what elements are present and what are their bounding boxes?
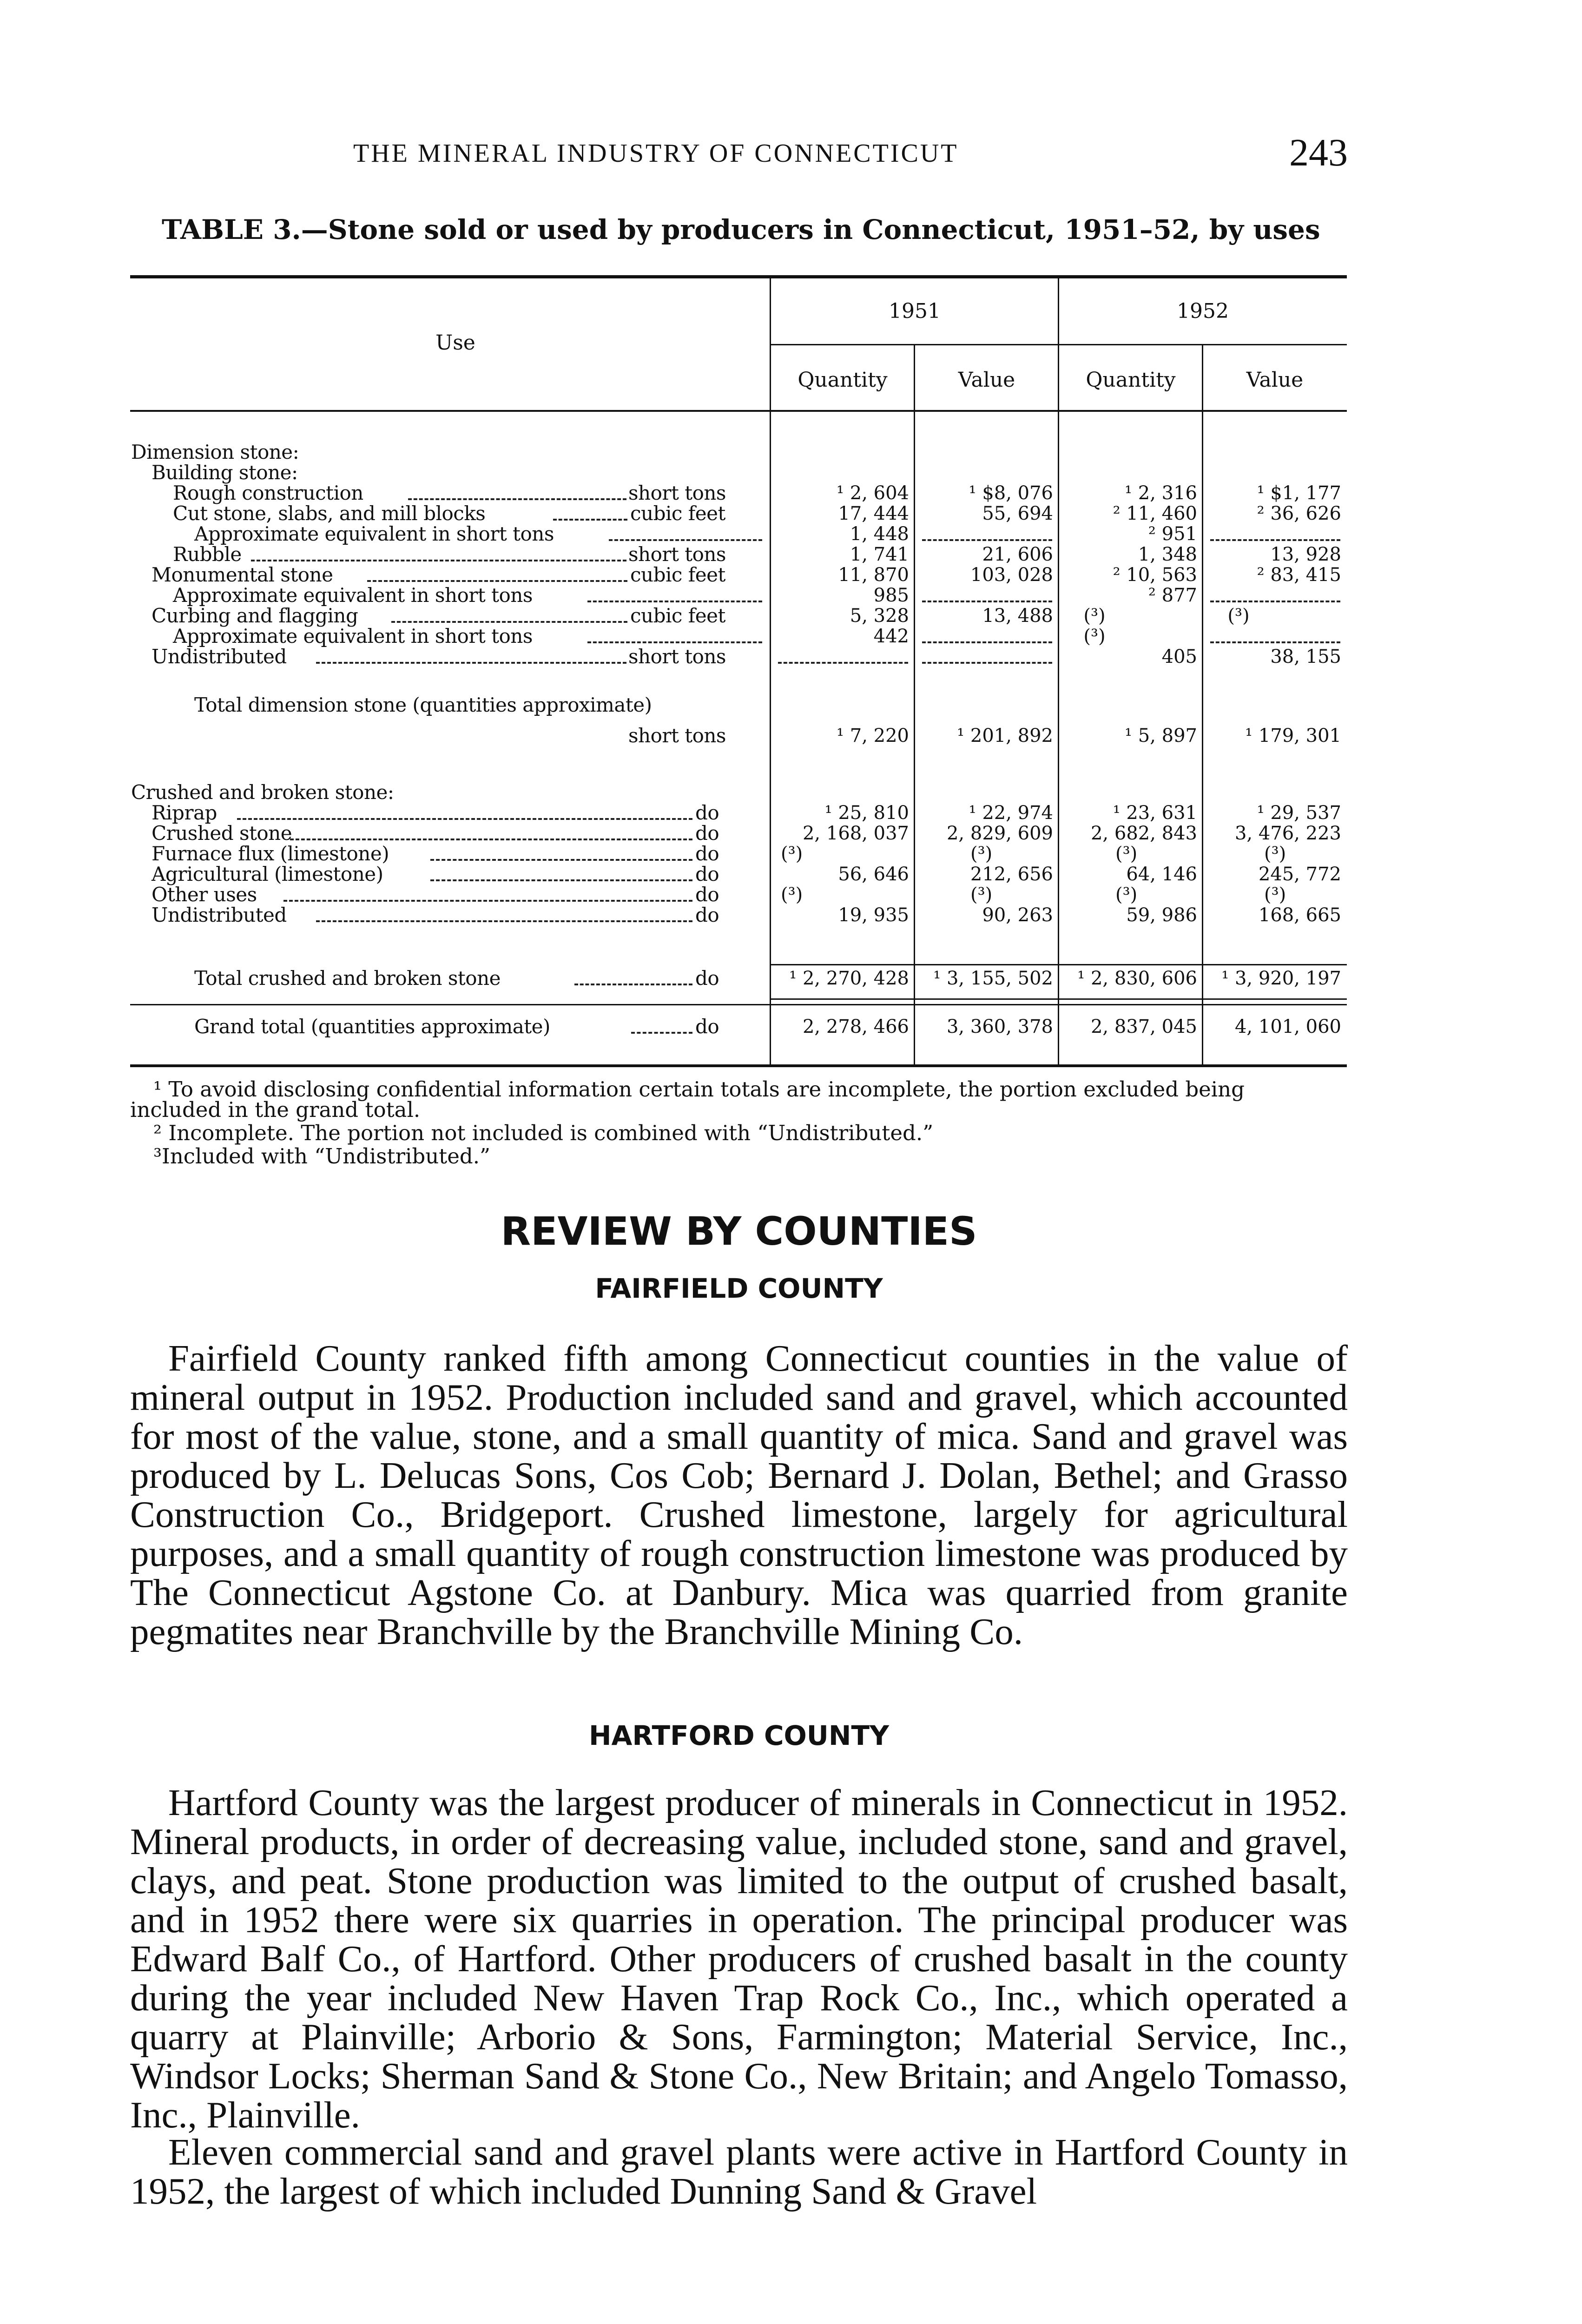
dash-placeholder xyxy=(1210,641,1340,643)
row-label: Rough construction xyxy=(173,482,363,504)
cell-v1952: ² 36, 626 xyxy=(1257,503,1341,524)
table-caption: TABLE 3.—Stone sold or used by producers in Connecticut, 1951–52, by uses xyxy=(162,214,1320,245)
row-unit: do xyxy=(695,904,719,926)
dash-placeholder xyxy=(778,662,908,664)
cell-q1951: ¹ 2, 604 xyxy=(837,482,909,504)
row-label: Undistributed xyxy=(152,904,287,926)
row-unit: do xyxy=(695,1015,719,1038)
cell-v1952: (³) xyxy=(1264,843,1286,865)
cell-q1952: ² 951 xyxy=(1148,523,1197,545)
header-value-1951: Value xyxy=(958,368,1015,392)
leader-dots xyxy=(587,641,762,643)
cell-v1951: 212, 656 xyxy=(970,864,1053,885)
cell-v1951: 13, 488 xyxy=(982,605,1053,627)
dash-placeholder xyxy=(922,539,1052,541)
stone-table xyxy=(0,0,1582,1046)
cell-q1952: ² 10, 563 xyxy=(1113,564,1197,586)
section-building-stone: Building stone: xyxy=(152,461,298,484)
leader-dots xyxy=(631,1032,692,1034)
cell-v1951: 2, 829, 609 xyxy=(946,823,1053,844)
cell-q1952: 59, 986 xyxy=(1126,905,1197,926)
cell-v1951: ¹ 3, 155, 502 xyxy=(933,968,1053,989)
page-number: 243 xyxy=(1289,131,1348,174)
row-label: Monumental stone xyxy=(152,563,333,586)
row-unit: do xyxy=(695,863,719,885)
cell-q1951: 19, 935 xyxy=(838,905,909,926)
row-unit: short tons xyxy=(628,645,726,668)
header-year-1951: 1951 xyxy=(889,299,941,323)
header-value-1952: Value xyxy=(1246,368,1304,392)
row-label: Crushed stone xyxy=(152,822,292,845)
header-quantity-1952: Quantity xyxy=(1086,368,1176,392)
header-use: Use xyxy=(435,331,475,355)
cell-q1951: 442 xyxy=(873,626,909,647)
cell-q1951: ¹ 2, 270, 428 xyxy=(789,968,909,989)
cell-v1952: (³) xyxy=(1227,605,1250,627)
leader-dots xyxy=(587,601,762,602)
cell-q1951: 985 xyxy=(873,585,909,606)
row-label: Rubble xyxy=(173,543,242,566)
row-unit: do xyxy=(695,842,719,865)
cell-v1951: 103, 028 xyxy=(970,564,1053,586)
leader-dots xyxy=(237,818,692,820)
cell-v1952: (³) xyxy=(1264,884,1286,905)
section-crushed-stone: Crushed and broken stone: xyxy=(131,781,394,804)
cell-v1952: ¹ $1, 177 xyxy=(1257,482,1341,504)
cell-q1952: ¹ 2, 316 xyxy=(1125,482,1197,504)
row-unit: do xyxy=(695,883,719,906)
row-unit: do xyxy=(695,967,719,990)
cell-q1951: 11, 870 xyxy=(838,564,909,586)
dash-placeholder xyxy=(1210,539,1340,541)
header-bottom-rule xyxy=(130,410,1347,412)
cell-q1951: 5, 328 xyxy=(850,605,909,627)
leader-dots xyxy=(367,580,627,582)
cell-q1952: 405 xyxy=(1161,646,1197,667)
cell-q1951: 2, 278, 466 xyxy=(802,1016,909,1037)
cell-v1951: (³) xyxy=(970,843,993,865)
cell-q1951: ¹ 7, 220 xyxy=(837,725,909,746)
cell-q1952: (³) xyxy=(1115,843,1138,865)
row-label: Cut stone, slabs, and mill blocks xyxy=(173,502,486,525)
hartford-paragraph-2: Eleven commercial sand and gravel plants were active in Hartford County in 1952, the largest of which included Dunning Sand & Gravel xyxy=(130,2131,1348,2212)
cell-v1951: ¹ 22, 974 xyxy=(969,802,1053,824)
leader-dots xyxy=(430,879,692,881)
cell-v1952: 168, 665 xyxy=(1258,905,1341,926)
grand-total-rule xyxy=(130,1004,1347,1005)
row-unit: do xyxy=(695,822,719,845)
row-unit: short tons xyxy=(628,543,726,566)
hartford-heading: HARTFORD COUNTY xyxy=(588,1720,890,1751)
cell-v1952: 4, 101, 060 xyxy=(1234,1016,1341,1037)
cell-q1951: (³) xyxy=(781,843,803,865)
running-title: THE MINERAL INDUSTRY OF CONNECTICUT xyxy=(353,139,959,168)
cell-q1951: (³) xyxy=(781,884,803,905)
col-divider-year xyxy=(1058,277,1059,1064)
cell-v1952: 38, 155 xyxy=(1270,646,1341,667)
row-label: Curbing and flagging xyxy=(152,604,358,627)
leader-dots xyxy=(553,519,627,521)
total-crushed-label: Total crushed and broken stone xyxy=(194,967,501,990)
footnote-3: ³Included with “Undistributed.” xyxy=(153,1144,491,1169)
row-label: Furnace flux (limestone) xyxy=(152,842,389,865)
leader-dots xyxy=(574,984,692,985)
cell-v1952: ¹ 179, 301 xyxy=(1245,725,1341,746)
dash-placeholder xyxy=(922,641,1052,643)
cell-v1952: ² 83, 415 xyxy=(1257,564,1341,586)
leader-dots xyxy=(408,498,626,500)
cell-q1951: 1, 741 xyxy=(850,544,909,565)
header-year-1952: 1952 xyxy=(1177,299,1229,323)
row-label: Other uses xyxy=(152,883,257,906)
dash-placeholder xyxy=(922,662,1052,664)
fairfield-heading: FAIRFIELD COUNTY xyxy=(595,1273,883,1304)
total-dimension-unit: short tons xyxy=(628,724,726,747)
row-label: Approximate equivalent in short tons xyxy=(173,625,533,647)
cell-v1951: 3, 360, 378 xyxy=(946,1016,1053,1037)
cell-q1952: ² 11, 460 xyxy=(1113,503,1197,524)
row-unit: cubic feet xyxy=(630,604,725,627)
col-divider-q2 xyxy=(1202,345,1203,1064)
footnote-1: ¹ To avoid disclosing confidential information certain totals are incomplete, the portion excluded being xyxy=(153,1077,1245,1102)
table-bottom-rule xyxy=(130,1064,1347,1067)
col-divider-use xyxy=(770,277,771,1064)
fairfield-paragraph: Fairfield County ranked fifth among Connecticut counties in the value of mineral output in 1952. Production included sand and gravel, which accounted for most of the value, stone, and a small quantity of mica. Sand and gravel was produced by L. Delucas Sons, Cos Cob; Bernard J. Dolan, Bethel; and Grasso Construction Co., Bridgeport. Crushed limestone, largely for agricultural purposes, and a small quantity of rough construction limestone was produced by The Connecticut Agstone Co. at Danbury. Mica was quarried from granite pegmatites near Branchville by the Branchville Mining Co. xyxy=(130,1337,1348,1652)
cell-q1951: 17, 444 xyxy=(838,503,909,524)
cell-v1951: 55, 694 xyxy=(982,503,1053,524)
cell-v1952: 245, 772 xyxy=(1258,864,1341,885)
total-dimension-label: Total dimension stone (quantities approximate) xyxy=(194,693,652,716)
cell-q1952: 1, 348 xyxy=(1138,544,1197,565)
cell-q1952: 2, 682, 843 xyxy=(1090,823,1197,844)
row-unit: short tons xyxy=(628,482,726,504)
col-divider-q1 xyxy=(914,345,915,1064)
row-unit: cubic feet xyxy=(630,502,725,525)
cell-v1951: 90, 263 xyxy=(982,905,1053,926)
cell-q1952: 2, 837, 045 xyxy=(1090,1016,1197,1037)
cell-v1951: ¹ 201, 892 xyxy=(957,725,1053,746)
header-quantity-1951: Quantity xyxy=(798,368,888,392)
cell-v1951: ¹ $8, 076 xyxy=(969,482,1053,504)
section-dimension-stone: Dimension stone: xyxy=(131,441,299,463)
leader-dots xyxy=(251,560,626,561)
cell-q1952: (³) xyxy=(1083,626,1106,647)
cell-v1952: ¹ 3, 920, 197 xyxy=(1221,968,1341,989)
cell-q1952: ¹ 23, 631 xyxy=(1113,802,1197,824)
cell-v1951: (³) xyxy=(970,884,993,905)
cell-q1951: 1, 448 xyxy=(850,523,909,545)
leader-dots xyxy=(290,838,692,840)
row-label: Approximate equivalent in short tons xyxy=(194,522,554,545)
cell-q1952: (³) xyxy=(1115,884,1138,905)
cell-q1951: ¹ 25, 810 xyxy=(824,802,909,824)
row-unit: do xyxy=(695,801,719,824)
footnote-2: ² Incomplete. The portion not included is combined with “Undistributed.” xyxy=(153,1121,934,1145)
row-label: Undistributed xyxy=(152,645,287,668)
cell-q1952: ² 877 xyxy=(1148,585,1197,606)
dash-placeholder xyxy=(1210,601,1340,602)
leader-dots xyxy=(316,662,626,664)
cell-q1951: 56, 646 xyxy=(838,864,909,885)
leader-dots xyxy=(316,920,692,922)
row-label: Approximate equivalent in short tons xyxy=(173,584,533,607)
leader-dots xyxy=(609,539,762,541)
cell-v1952: 3, 476, 223 xyxy=(1234,823,1341,844)
row-unit: cubic feet xyxy=(630,563,725,586)
cell-q1952: ¹ 2, 830, 606 xyxy=(1077,968,1197,989)
leader-dots xyxy=(430,859,692,861)
leader-dots xyxy=(391,621,627,623)
cell-v1952: 13, 928 xyxy=(1270,544,1341,565)
cell-q1952: ¹ 5, 897 xyxy=(1125,725,1197,746)
table-top-rule xyxy=(130,275,1347,278)
hartford-paragraph-1: Hartford County was the largest producer of minerals in Connecticut in 1952. Mineral products, in order of decreasing value, included stone, sand and gravel, clays, and peat. Stone production was limited to the output of crushed basalt, and in 1952 there were six quarries in operation. The principal producer was Edward Balf Co., of Hartford. Other producers of crushed basalt in the county during the year included New Haven Trap Rock Co., Inc., which operated a quarry at Plainville; Arborio & Sons, Farmington; Material Service, Inc., Windsor Locks; Sherman Sand & Stone Co., New Britain; and Angelo Tomasso, Inc., Plainville. xyxy=(130,1782,1348,2136)
dash-placeholder xyxy=(922,601,1052,602)
leader-dots xyxy=(283,900,692,902)
cell-q1952: 64, 146 xyxy=(1126,864,1197,885)
section-title: REVIEW BY COUNTIES xyxy=(501,1208,977,1254)
row-label: Riprap xyxy=(152,801,217,824)
footnote-1-cont: included in the grand total. xyxy=(130,1097,421,1122)
cell-q1952: (³) xyxy=(1083,605,1106,627)
cell-v1952: ¹ 29, 537 xyxy=(1257,802,1341,824)
row-label: Agricultural (limestone) xyxy=(152,863,383,885)
cell-q1951: 2, 168, 037 xyxy=(802,823,909,844)
cell-v1951: 21, 606 xyxy=(982,544,1053,565)
grand-total-label: Grand total (quantities approximate) xyxy=(194,1015,550,1038)
